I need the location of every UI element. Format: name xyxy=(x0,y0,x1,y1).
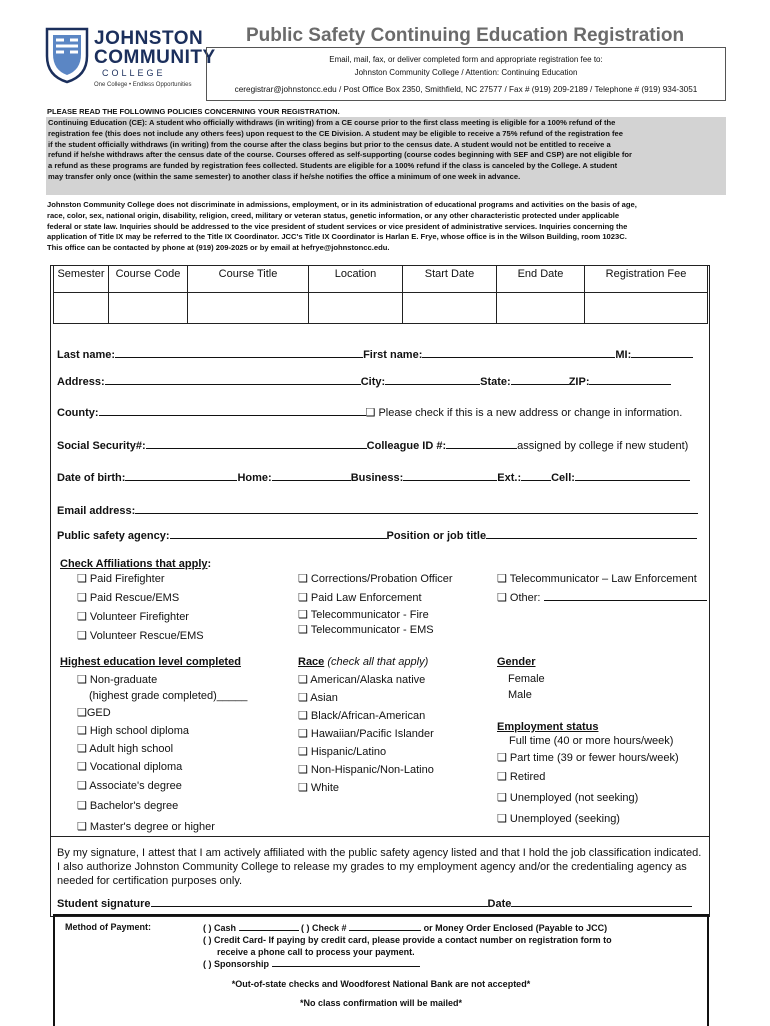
colleague-id-field[interactable] xyxy=(446,437,517,449)
affiliations-col3 xyxy=(497,570,707,608)
email-label: Email address: xyxy=(57,505,136,517)
employment-heading: Employment status xyxy=(497,721,599,733)
refund-policy-line: if the student officially withdraws (in writing) from the course after the class begins but prior to the census date. A student would not be entitled to receive a xyxy=(48,139,611,149)
last-name-field[interactable] xyxy=(115,346,363,358)
position-field[interactable] xyxy=(486,527,697,539)
agency-field[interactable] xyxy=(170,527,387,539)
affiliations-col1 xyxy=(77,570,204,646)
nondiscrimination-line: Johnston Community College does not discriminate in admissions, employment, or in its administration of educational programs and activities on the basis of age, xyxy=(47,200,637,209)
email-field[interactable] xyxy=(135,502,698,514)
education-checkbox[interactable]: ❑GED xyxy=(77,707,111,719)
registration-fee-cell[interactable] xyxy=(585,293,708,324)
course-code-cell[interactable] xyxy=(109,293,188,324)
attestation-text: By my signature, I attest that I am actively affiliated with the public safety agency listed and that I hold the job classification indicated. I also authorize Johnston Community College to release my grades to my employment agency and/or the credentialing agency as needed for certification purposes only. xyxy=(57,847,702,887)
affiliation-checkbox[interactable]: ❑ Telecommunicator - EMS xyxy=(298,624,434,636)
mi-field[interactable] xyxy=(631,346,693,358)
first-name-label: First name: xyxy=(363,349,423,361)
submission-instructions: Email, mail, fax, or deliver completed form and appropriate registration fee to: xyxy=(329,55,603,64)
nondiscrimination-policy xyxy=(47,200,727,254)
refund-policy-line: Continuing Education (CE): A student who officially withdraws (in writing) from a CE course prior to the first class meeting is eligible for a 100% refund of the xyxy=(48,118,616,127)
employment-checkbox[interactable]: ❑ Unemployed (not seeking) xyxy=(497,792,639,804)
cell-phone-label: Cell: xyxy=(551,472,575,484)
check-number-field[interactable] xyxy=(349,922,421,931)
refund-policy-line: refund if he/she withdraws after the census date of the course. Courses offered as self-supporting (course codes beginning with SEF and CSP) are not eligible for xyxy=(48,150,632,160)
col-semester: Semester xyxy=(54,266,109,293)
gender-male-option[interactable]: Male xyxy=(508,689,532,701)
dob-label: Date of birth: xyxy=(57,472,126,484)
refund-policy-line: registration fee (this does not include any others fees) upon request to the CE Division. A student may be eligible to receive a 75% refund of the registration fee xyxy=(48,128,623,138)
signature-label: Student signature xyxy=(57,898,151,910)
gender-female-option[interactable]: Female xyxy=(508,673,545,685)
mi-label: MI: xyxy=(615,349,632,361)
col-start-date: Start Date xyxy=(403,266,497,293)
cell-phone-field[interactable] xyxy=(575,469,690,481)
course-title-cell[interactable] xyxy=(188,293,309,324)
affiliation-checkbox[interactable]: ❑ Other: xyxy=(497,592,541,604)
education-options xyxy=(77,671,247,838)
affiliation-checkbox[interactable]: ❑ Telecommunicator – Law Enforcement xyxy=(497,573,697,585)
signature-field[interactable] xyxy=(151,895,488,907)
ext-field[interactable] xyxy=(521,469,551,481)
other-affiliation-field[interactable] xyxy=(544,590,707,601)
gender-options xyxy=(508,671,545,703)
affiliation-checkbox[interactable]: ❑ Telecommunicator - Fire xyxy=(298,609,429,621)
race-checkbox[interactable]: ❑ White xyxy=(298,782,340,794)
education-checkbox[interactable]: ❑ Bachelor's degree xyxy=(77,800,179,812)
col-registration-fee: Registration Fee xyxy=(585,266,708,293)
address-change-checkbox[interactable]: ❑ Please check if this is a new address or change in information. xyxy=(365,407,683,419)
business-phone-field[interactable] xyxy=(403,469,497,481)
ext-label: Ext.: xyxy=(497,472,522,484)
education-checkbox[interactable]: ❑ Vocational diploma xyxy=(77,761,183,773)
ssn-field[interactable] xyxy=(146,437,367,449)
nondiscrimination-line: This office can be contacted by phone at (919) 209-2025 or by email at hefrye@johnstoncc.edu. xyxy=(47,243,390,253)
end-date-cell[interactable] xyxy=(497,293,585,324)
employment-checkbox[interactable]: ❑ Retired xyxy=(497,771,546,783)
state-field[interactable] xyxy=(511,373,569,385)
gender-heading: Gender xyxy=(497,656,536,668)
education-checkbox[interactable]: ❑ Master's degree or higher xyxy=(77,821,215,833)
nondiscrimination-line: federal or state law. Inquiries should be addressed to the vice president of student services or vice president of administrative services. Inquiries concerning the xyxy=(47,221,628,231)
sponsorship-field[interactable] xyxy=(272,958,420,967)
education-checkbox[interactable]: ❑ Associate's degree xyxy=(77,780,182,792)
credit-card-note: receive a phone call to process your payment. xyxy=(217,947,415,957)
affiliation-checkbox[interactable]: ❑ Corrections/Probation Officer xyxy=(298,573,453,585)
signature-row xyxy=(57,895,692,910)
check-option[interactable]: ( ) Check # xyxy=(301,923,347,933)
start-date-cell[interactable] xyxy=(403,293,497,324)
city-field[interactable] xyxy=(385,373,480,385)
last-name-label: Last name: xyxy=(57,349,116,361)
race-checkbox[interactable]: ❑ Asian xyxy=(298,692,338,704)
state-label: State: xyxy=(480,376,511,388)
race-checkbox[interactable]: ❑ Hispanic/Latino xyxy=(298,746,387,758)
policies-heading: PLEASE READ THE FOLLOWING POLICIES CONCERNING YOUR REGISTRATION. xyxy=(47,107,340,116)
colleague-id-label: Colleague ID #: xyxy=(366,440,447,452)
race-note: (check all that apply) xyxy=(327,656,429,668)
affiliation-checkbox[interactable]: ❑ Paid Firefighter xyxy=(77,573,165,585)
address-field[interactable] xyxy=(105,373,361,385)
money-order-text: or Money Order Enclosed (Payable to JCC) xyxy=(423,923,608,933)
highest-grade-field[interactable]: (highest grade completed)_____ xyxy=(89,690,248,702)
first-name-field[interactable] xyxy=(422,346,615,358)
home-phone-field[interactable] xyxy=(272,469,351,481)
race-checkbox[interactable]: ❑ Non-Hispanic/Non-Latino xyxy=(298,764,434,776)
affiliation-checkbox[interactable]: ❑ Volunteer Firefighter xyxy=(77,611,189,623)
race-checkbox[interactable]: ❑ Hawaiian/Pacific Islander xyxy=(298,728,434,740)
refund-policy xyxy=(46,117,726,195)
education-checkbox[interactable]: ❑ Non-graduate xyxy=(77,674,158,686)
employment-checkbox[interactable]: Full time (40 or more hours/week) xyxy=(509,735,674,747)
cash-amount-field[interactable] xyxy=(239,922,299,931)
education-checkbox[interactable]: ❑ Adult high school xyxy=(77,743,174,755)
page-title: Public Safety Continuing Education Registration xyxy=(246,25,685,46)
col-course-title: Course Title xyxy=(188,266,309,293)
col-location: Location xyxy=(309,266,403,293)
colleague-id-note: assigned by college if new student) xyxy=(517,440,689,452)
employment-checkbox[interactable]: ❑ Part time (39 or fewer hours/week) xyxy=(497,752,679,764)
refund-policy-line: a refund as these programs are funded by registration fees collected. Students are eligible for a 100% refund if the class is canceled by the College. A student xyxy=(48,161,618,171)
location-cell[interactable] xyxy=(309,293,403,324)
nondiscrimination-line: application of Title IX may be referred to the Title IX Coordinator. JCC's Title IX Coordinator is Harlan E. Frye, whose office is in the Wilson Building, room 1023C. xyxy=(47,232,627,242)
course-table xyxy=(53,265,708,324)
position-label: Position or job title xyxy=(386,530,487,542)
nondiscrimination-line: race, color, sex, national origin, disability, religion, creed, military or veteran status, genetic information, or any other characteristic protected under applicable xyxy=(47,210,620,220)
race-options xyxy=(298,671,434,797)
refund-policy-line: may transfer only once (within the same semester) to another class if he/she notifies the office a minimum of one week in advance. xyxy=(48,171,521,181)
contact-info: ceregistrar@johnstoncc.edu / Post Office Box 2350, Smithfield, NC 27577 / Fax # (919) 209-2189 / Telephone # (919) 934-3051 xyxy=(234,85,698,94)
table-row xyxy=(54,293,708,324)
affiliation-checkbox[interactable]: ❑ Volunteer Rescue/EMS xyxy=(77,630,204,642)
affiliation-checkbox[interactable]: ❑ Paid Rescue/EMS xyxy=(77,592,180,604)
out-of-state-note: *Out-of-state checks and Woodforest National Bank are not accepted* xyxy=(231,979,531,989)
date-label: Date xyxy=(487,898,512,910)
affiliations-col2 xyxy=(298,570,453,638)
semester-cell[interactable] xyxy=(54,293,109,324)
cash-option[interactable]: ( ) Cash xyxy=(203,923,237,933)
education-checkbox[interactable]: ❑ High school diploma xyxy=(77,725,189,737)
county-label: County: xyxy=(57,407,99,419)
divider xyxy=(50,836,710,837)
no-confirmation-note: *No class confirmation will be mailed* xyxy=(299,998,463,1008)
col-end-date: End Date xyxy=(497,266,585,293)
payment-label: Method of Payment: xyxy=(65,922,152,932)
submission-attention: Johnston Community College / Attention: Continuing Education xyxy=(354,68,578,77)
employment-options xyxy=(497,733,679,829)
college-logo: JOHNSTON COMMUNITY COLLEGE One College • Endless Opportunities xyxy=(44,26,204,90)
college-emblem-icon xyxy=(44,26,90,84)
county-field[interactable] xyxy=(99,404,366,416)
race-checkbox[interactable]: ❑ American/Alaska native xyxy=(298,674,426,686)
employment-checkbox[interactable]: ❑ Unemployed (seeking) xyxy=(497,813,620,825)
date-field[interactable] xyxy=(511,895,692,907)
city-label: City: xyxy=(360,376,386,388)
ssn-label: Social Security#: xyxy=(57,440,146,452)
education-heading: Highest education level completed xyxy=(60,656,241,668)
credit-card-option[interactable]: ( ) Credit Card- If paying by credit card, please provide a contact number on registration form to xyxy=(203,935,612,945)
zip-label: ZIP: xyxy=(568,376,590,388)
dob-field[interactable] xyxy=(125,469,237,481)
col-course-code: Course Code xyxy=(109,266,188,293)
agency-label: Public safety agency: xyxy=(57,530,170,542)
address-label: Address: xyxy=(57,376,105,388)
sponsorship-option[interactable]: ( ) Sponsorship xyxy=(203,959,269,969)
race-checkbox[interactable]: ❑ Black/African-American xyxy=(298,710,426,722)
payment-options xyxy=(203,922,612,970)
affiliations-heading: Check Affiliations that apply: xyxy=(60,558,212,570)
home-phone-label: Home: xyxy=(237,472,272,484)
race-heading: Race xyxy=(298,656,325,668)
affiliation-checkbox[interactable]: ❑ Paid Law Enforcement xyxy=(298,592,422,604)
submission-info-box xyxy=(206,47,726,101)
business-phone-label: Business: xyxy=(350,472,404,484)
zip-field[interactable] xyxy=(589,373,671,385)
